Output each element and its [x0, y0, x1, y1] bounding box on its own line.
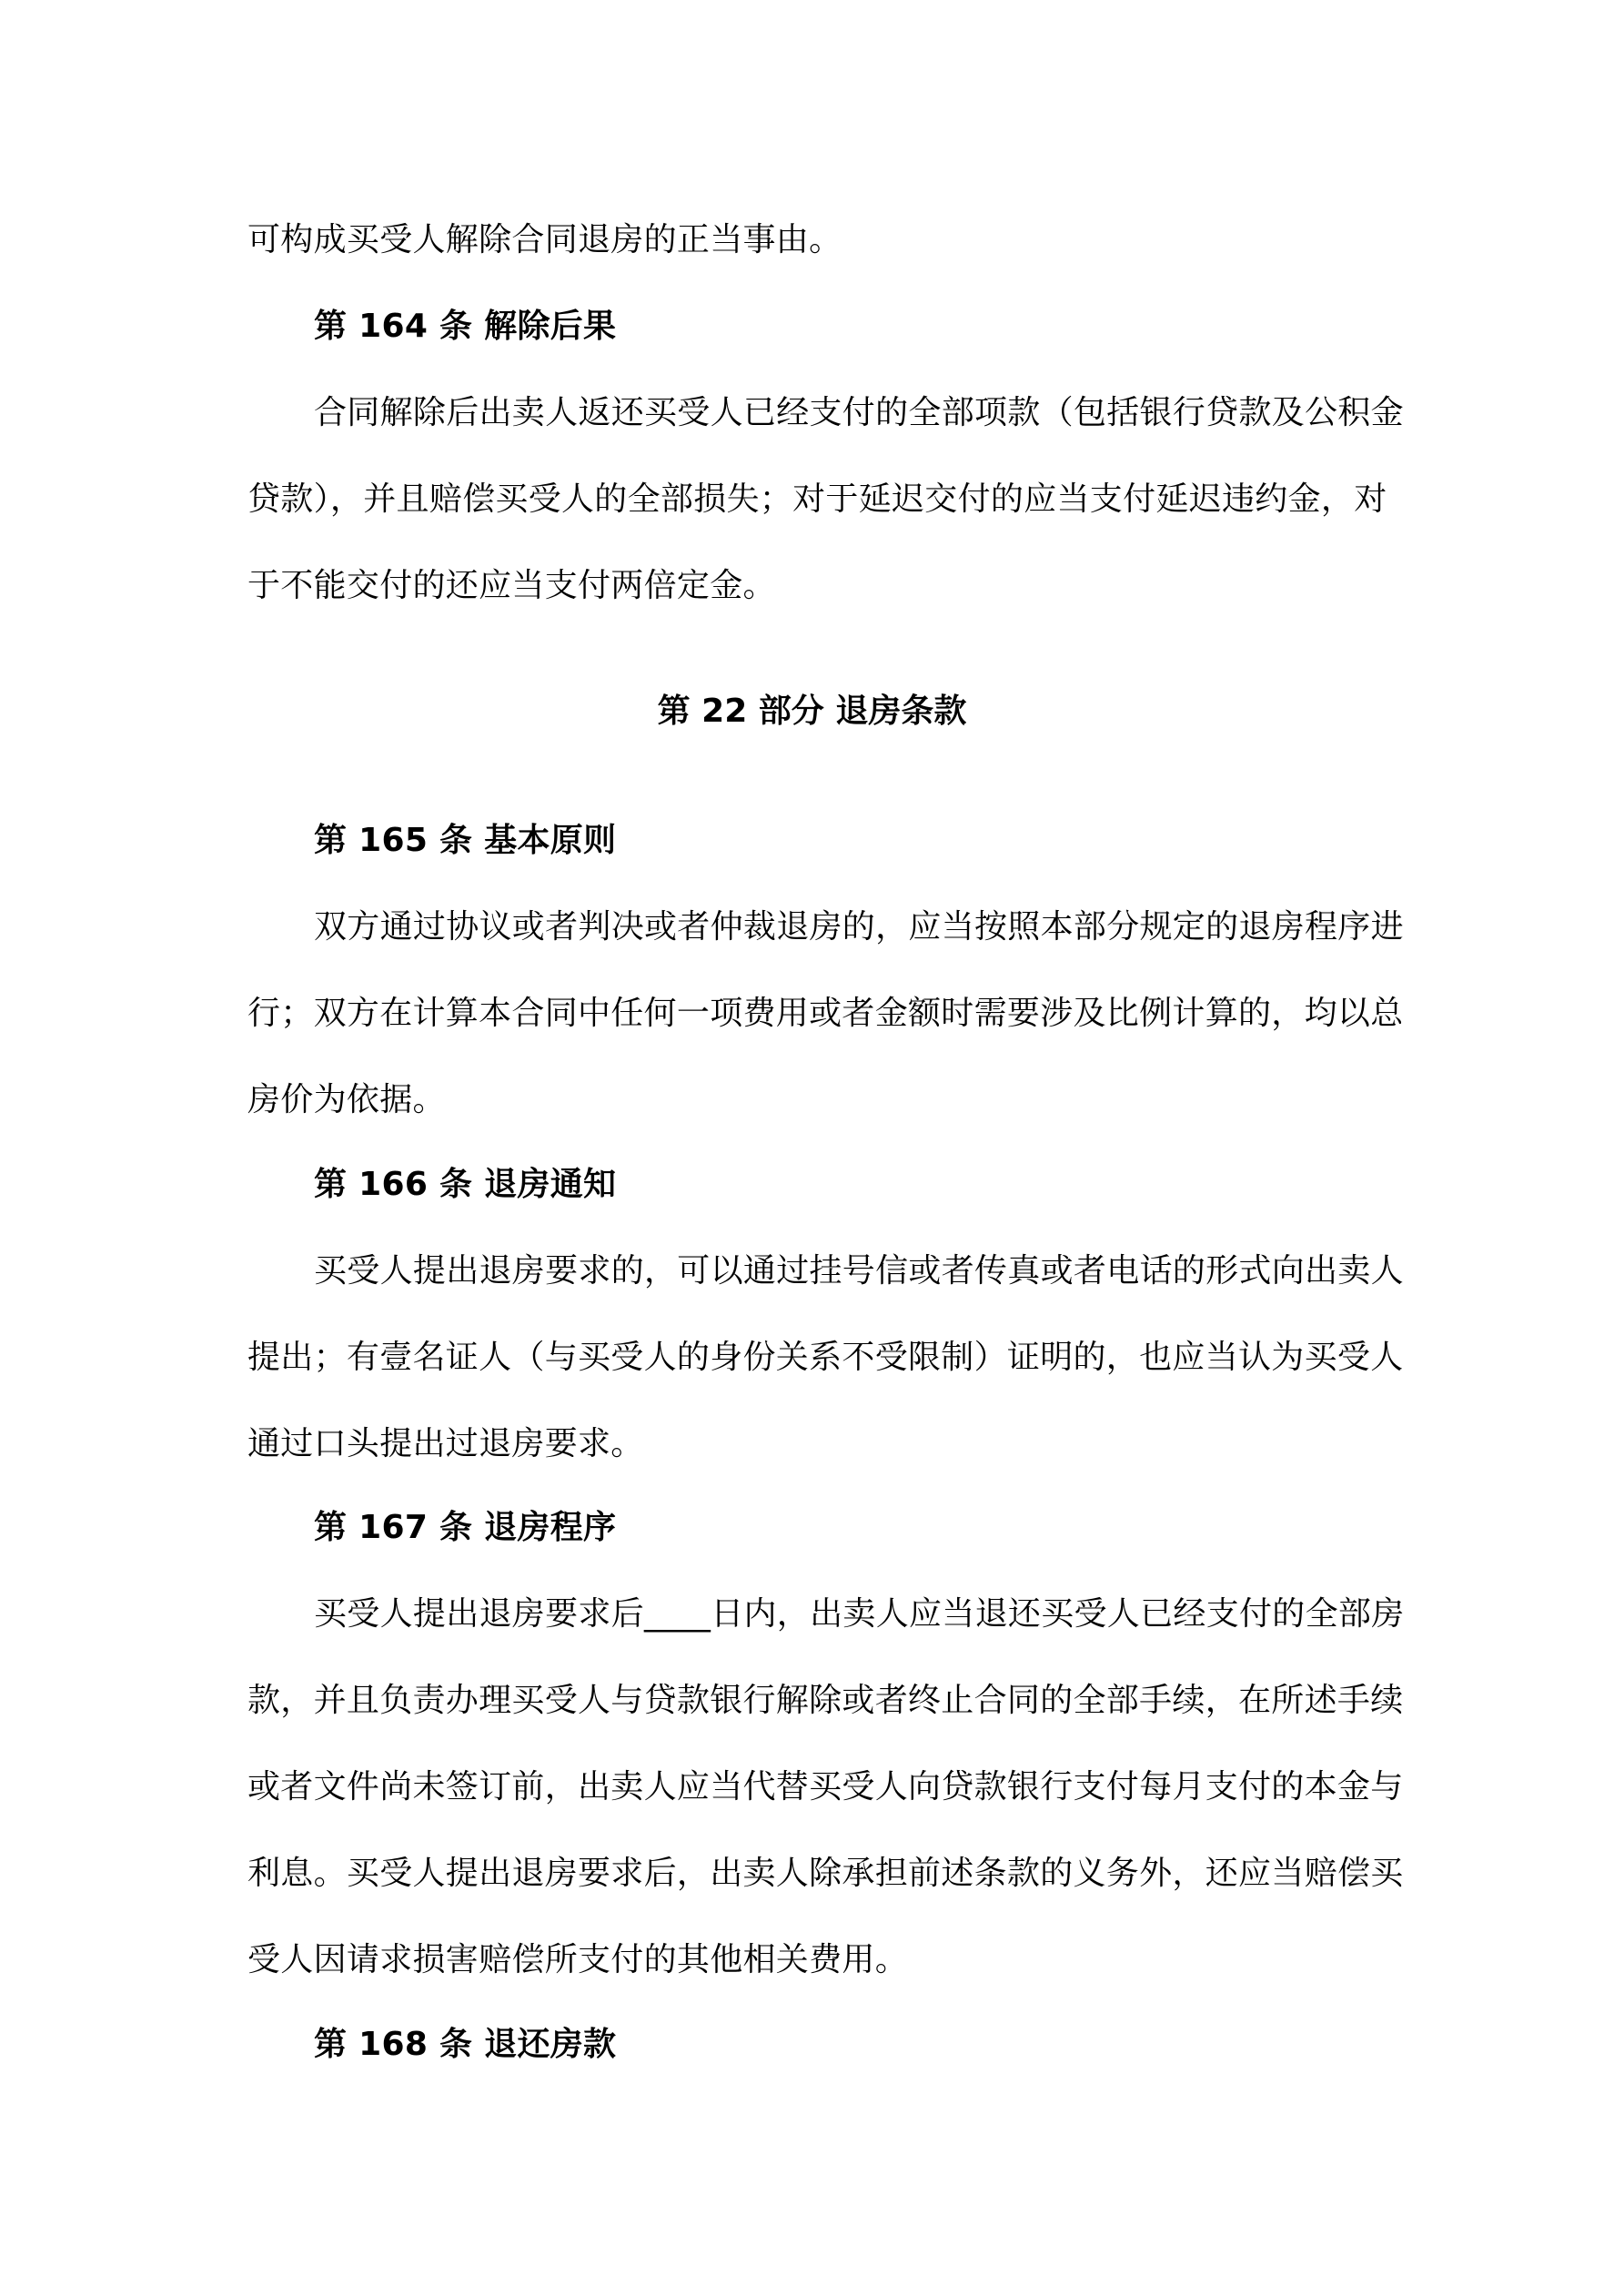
section-22-title: 第 22 部分 退房条款: [657, 693, 967, 730]
paragraph-line: 合同解除后出卖人返还买受人已经支付的全部项款（包括银行贷款及公积金: [314, 394, 1404, 431]
article-164-heading: 第 164 条 解除后果: [314, 308, 617, 345]
paragraph-line: 于不能交付的还应当支付两倍定金。: [247, 567, 776, 604]
article-165-heading: 第 165 条 基本原则: [314, 822, 617, 859]
paragraph-line: 贷款），并且赔偿买受人的全部损失；对于延迟交付的应当支付延迟违约金，对: [247, 480, 1387, 518]
paragraph-line: 利息。买受人提出退房要求后，出卖人除承担前述条款的义务外，还应当赔偿买: [247, 1855, 1404, 1892]
paragraph-line: 行；双方在计算本合同中任何一项费用或者金额时需要涉及比例计算的，均以总: [247, 995, 1404, 1032]
paragraph-line: 或者文件尚未签订前，出卖人应当代替买受人向贷款银行支付每月支付的本金与: [247, 1768, 1404, 1805]
paragraph-line: 通过口头提出过退房要求。: [247, 1425, 644, 1462]
article-166-heading: 第 166 条 退房通知: [314, 1166, 617, 1203]
paragraph-line: 受人因请求损害赔偿所支付的其他相关费用。: [247, 1941, 909, 1978]
paragraph-line: 可构成买受人解除合同退房的正当事由。: [247, 221, 842, 258]
paragraph-line: 房价为依据。: [247, 1081, 446, 1118]
paragraph-line: 买受人提出退房要求的，可以通过挂号信或者传真或者电话的形式向出卖人: [314, 1252, 1404, 1290]
paragraph-line: 双方通过协议或者判决或者仲裁退房的，应当按照本部分规定的退房程序进: [314, 908, 1404, 946]
paragraph-line: 款，并且负责办理买受人与贷款银行解除或者终止合同的全部手续，在所述手续: [247, 1682, 1404, 1719]
article-167-heading: 第 167 条 退房程序: [314, 1509, 617, 1546]
paragraph-line: 买受人提出退房要求后____日内，出卖人应当退还买受人已经支付的全部房: [314, 1595, 1405, 1633]
paragraph-line: 提出；有壹名证人（与买受人的身份关系不受限制）证明的，也应当认为买受人: [247, 1339, 1404, 1376]
article-168-heading: 第 168 条 退还房款: [314, 2026, 617, 2063]
